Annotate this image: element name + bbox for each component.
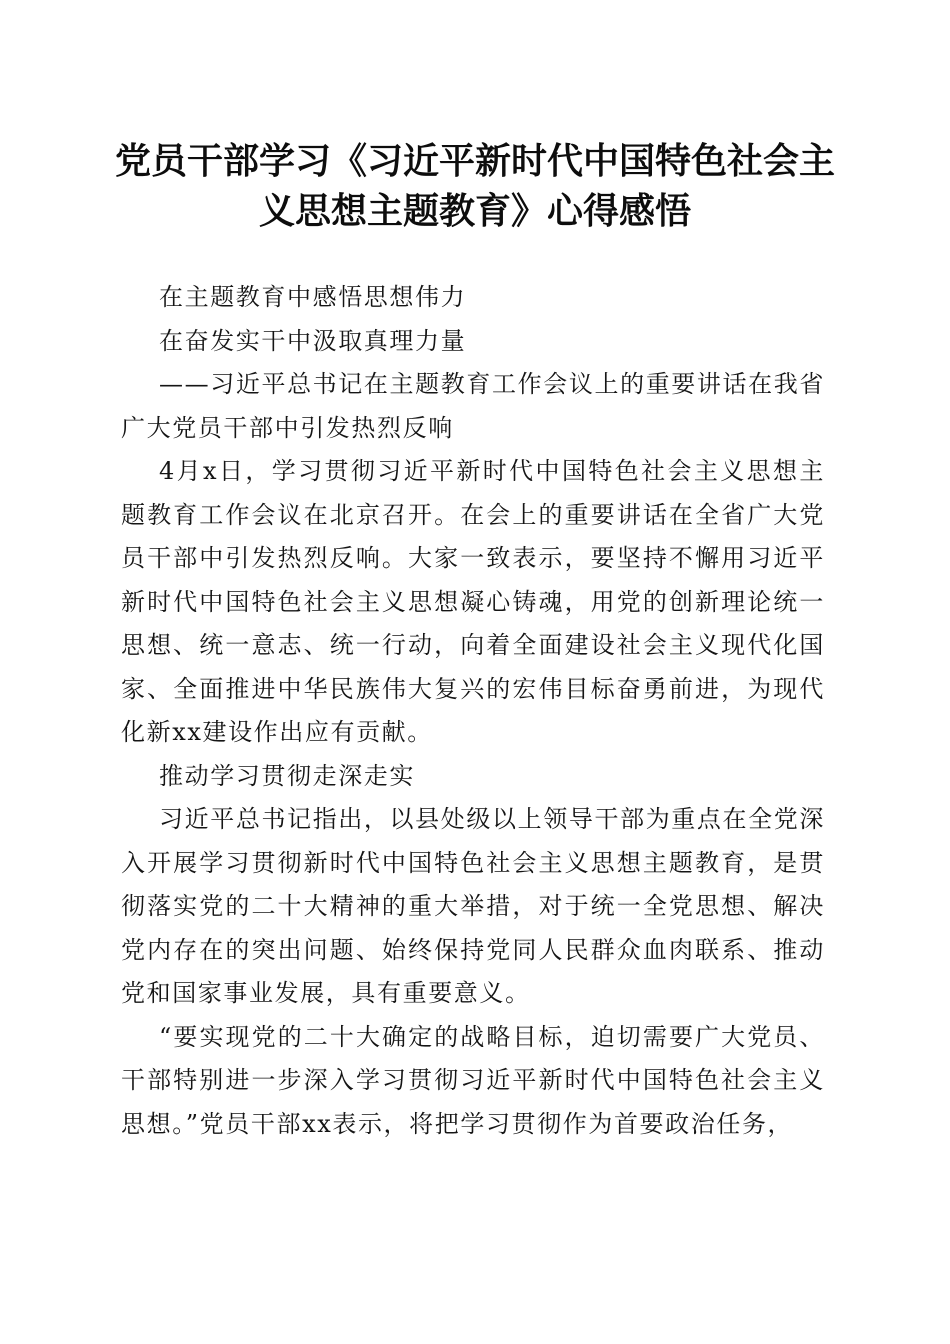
title-line-1: 党员干部学习《习近平新时代中国特色社会主 — [114, 140, 835, 182]
subheading-1: 在主题教育中感悟思想伟力 — [159, 283, 467, 311]
paragraph-1: 4月x日，学习贯彻习近平新时代中国特色社会主义思想主题教育工作会议在北京召开。在会上的重要讲话在全省广大党员干部中引发热烈反响。大家一致表示，要坚持不懈用习近平新时代中国特色社会主义思想凝心铸魂，用党的创新理论统一思想、统一意志、统一行动，向着全面建设社会主义现代化国家、全面推进中华民族伟大复兴的宏伟目标奋勇前进，为现代化新xx建设作出应有贡献。 — [121, 457, 825, 746]
title-line-2: 义思想主题教育》心得感悟 — [258, 190, 691, 232]
section-heading: 推动学习贯彻走深走实 — [159, 761, 415, 790]
document-body — [121, 276, 825, 1146]
subheading-2: 在奋发实干中汲取真理力量 — [159, 326, 467, 355]
paragraph-2: 习近平总书记指出，以县处级以上领导干部为重点在全党深入开展学习贯彻新时代中国特色社会主义思想主题教育，是贯彻落实党的二十大精神的重大举措，对于统一全党思想、解决党内存在的突出问题、始终保持党同人民群众血肉联系、推动党和国家事业发展，具有重要意义。 — [121, 805, 825, 1007]
paragraph-3: “要实现党的二十大确定的战略目标，迫切需要广大党员、干部特别进一步深入学习贯彻习近平新时代中国特色社会主义思想。”党员干部xx表示，将把学习贯彻作为首要政治任务， — [121, 1022, 825, 1138]
document-title — [110, 136, 840, 236]
subheading-3: ——习近平总书记在主题教育工作会议上的重要讲话在我省广大党员干部中引发热烈反响 — [121, 370, 825, 442]
